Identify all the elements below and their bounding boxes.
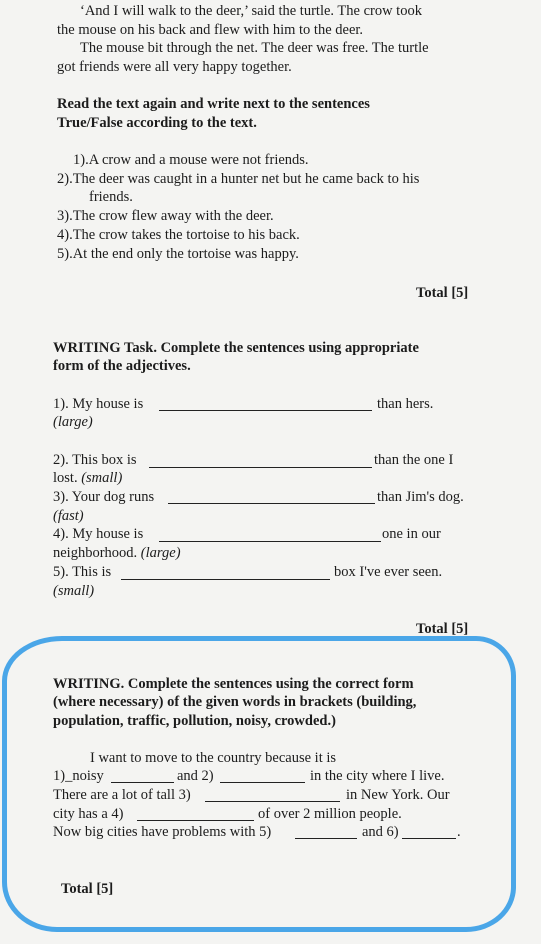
- adj-sentence-part: lost.: [53, 470, 82, 486]
- adj-sentence: 4). My house is: [53, 526, 144, 542]
- tf-total: Total [5]: [416, 285, 469, 301]
- tf-item: 4).The crow takes the tortoise to his back.: [57, 227, 300, 243]
- adj-hint: (large): [53, 414, 93, 430]
- adj-hint: (small): [53, 583, 95, 599]
- tf-item: 1).A crow and a mouse were not friends.: [73, 152, 309, 168]
- adj-sentence: 3). Your dog runs: [53, 489, 155, 505]
- answer-blank[interactable]: [111, 782, 174, 783]
- words-total: Total [5]: [61, 881, 114, 897]
- tf-item: 2).The deer was caught in a hunter net but he came back to his: [57, 171, 420, 187]
- paragraph-line: in the city where I live.: [310, 768, 445, 784]
- answer-blank[interactable]: [220, 782, 305, 783]
- words-instruction: (where necessary) of the given words in brackets (building,: [53, 694, 417, 710]
- adj-sentence-cont: [53, 469, 122, 487]
- tf-instruction: True/False according to the text.: [57, 115, 257, 131]
- tf-item: 5).At the end only the tortoise was happy.: [57, 246, 299, 262]
- answer-blank[interactable]: [168, 503, 375, 504]
- adj-hint: (small): [81, 470, 123, 486]
- adj-sentence: one in our: [382, 526, 441, 542]
- answer-blank[interactable]: [295, 838, 357, 839]
- adj-sentence: 1). My house is: [53, 396, 144, 412]
- tf-instruction: Read the text again and write next to the sentences: [57, 96, 370, 112]
- adj-hint: (fast): [53, 508, 84, 524]
- answer-blank[interactable]: [205, 801, 340, 802]
- story-line: The mouse bit through the net. The deer was free. The turtle: [80, 40, 429, 56]
- paragraph-line: and 2): [177, 768, 214, 784]
- tf-item: 3).The crow flew away with the deer.: [57, 208, 274, 224]
- answer-blank[interactable]: [137, 820, 254, 821]
- story-line: the mouse on his back and flew with him to the deer.: [57, 22, 364, 38]
- words-instruction: population, traffic, pollution, noisy, crowded.): [53, 713, 336, 729]
- paragraph-line: 1)_noisy: [53, 768, 104, 784]
- adj-sentence-part: neighborhood.: [53, 545, 141, 561]
- words-instruction: WRITING. Complete the sentences using the correct form: [53, 676, 414, 692]
- answer-blank[interactable]: [159, 410, 372, 411]
- adj-instruction: WRITING Task. Complete the sentences using appropriate: [53, 340, 419, 356]
- story-line: got friends were all very happy together.: [57, 59, 292, 75]
- adj-instruction: form of the adjectives.: [53, 358, 191, 374]
- adj-hint: (large): [140, 545, 181, 561]
- answer-blank[interactable]: [149, 467, 372, 468]
- answer-blank[interactable]: [159, 541, 381, 542]
- paragraph-line: Now big cities have problems with 5): [53, 824, 272, 840]
- answer-blank[interactable]: [121, 579, 330, 580]
- paragraph-line: city has a 4): [53, 806, 124, 822]
- adj-sentence: 5). This is: [53, 564, 112, 580]
- adj-sentence: than hers.: [377, 396, 434, 412]
- paragraph-line: There are a lot of tall 3): [53, 787, 191, 803]
- tf-item: friends.: [89, 189, 133, 205]
- paragraph-line: .: [457, 824, 461, 840]
- paragraph-line: and 6): [362, 824, 399, 840]
- adj-sentence: than the one I: [374, 452, 454, 468]
- paragraph-line: of over 2 million people.: [258, 806, 402, 822]
- adj-sentence: box I've ever seen.: [334, 564, 443, 580]
- adj-sentence: than Jim's dog.: [377, 489, 464, 505]
- paragraph-line: in New York. Our: [346, 787, 450, 803]
- story-line: ‘And I will walk to the deer,’ said the turtle. The crow took: [80, 3, 422, 19]
- adj-total: Total [5]: [416, 621, 469, 637]
- paragraph-line: I want to move to the country because it is: [90, 750, 337, 766]
- answer-blank[interactable]: [402, 838, 456, 839]
- adj-sentence: 2). This box is: [53, 452, 137, 468]
- adj-sentence-cont: [53, 544, 181, 562]
